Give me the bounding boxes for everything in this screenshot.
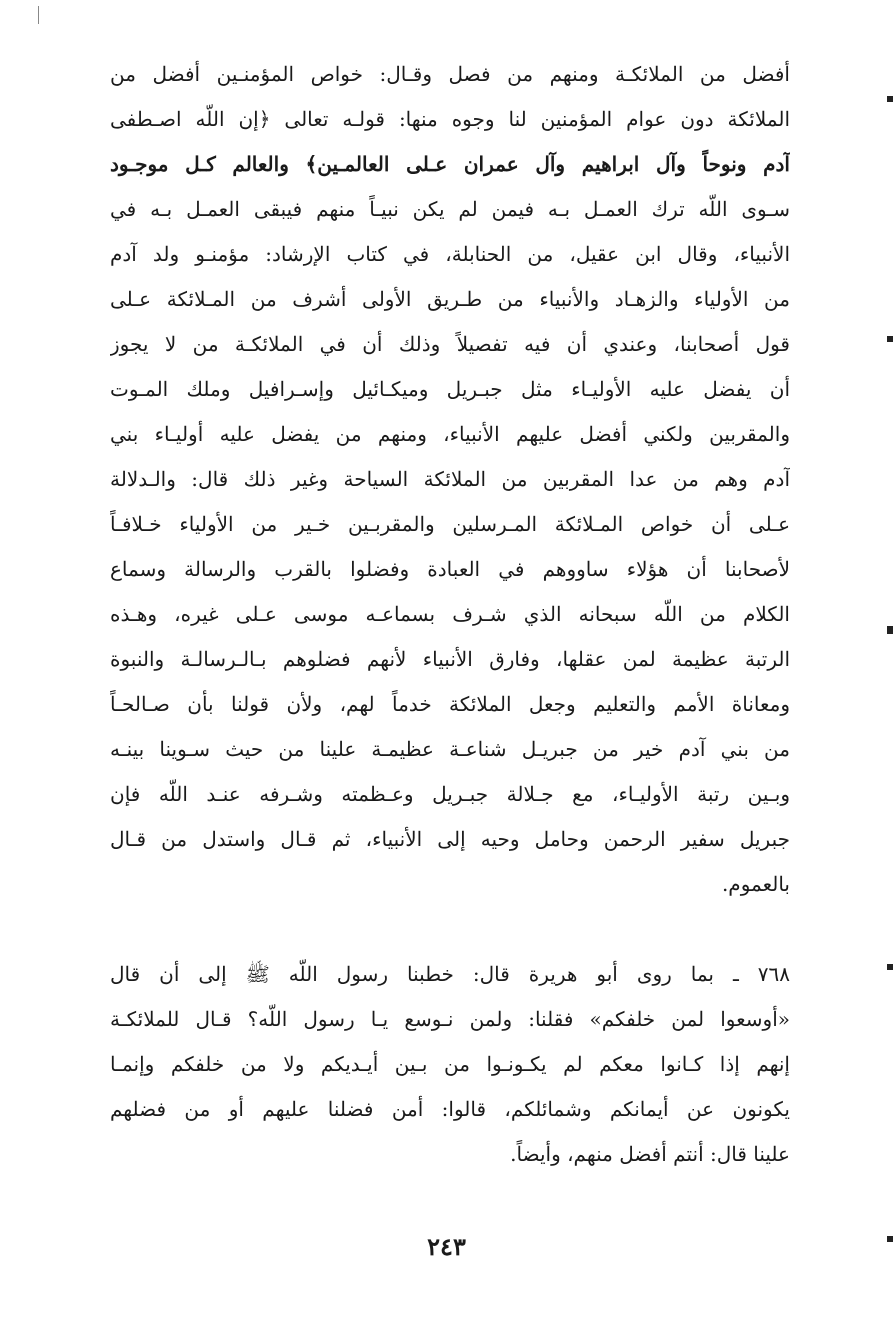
text-line: جبريل سفير الرحمن وحامل وحيه إلى الأنبياء، ثم قـال واستدل من قـال [110, 827, 790, 851]
text-line: والمقربين ولكني أفضل عليهم الأنبياء، ومنهم من يفضل عليه أوليـاء بني [110, 422, 790, 446]
text-line: آدم ونوحاً وآل ابراهيم وآل عمران عـلى العالمـين﴾ والعالم كـل موجـود [110, 152, 790, 176]
text-line: أن يفضل عليه الأوليـاء مثل جبـريل وميكـائيل وإسـرافيل وملك المـوت [110, 377, 790, 401]
text-line: ٧٦٨ ـ بما روى أبو هريرة قال: خطبنا رسول اللّه ﷺ إلى أن قال [110, 962, 790, 986]
text-line: الملائكة دون عوام المؤمنين لنا وجوه منها: قولـه تعالى ﴿إن اللّه اصـطفى [110, 107, 790, 131]
text-line: ومعاناة الأمم والتعليم وجعل الملائكة خدماً لهم، ولأن قولنا بأن صـالحـاً [110, 692, 790, 716]
text-line: وبـين رتبة الأوليـاء، مع جـلالة جبـريل وعـظمته وشـرفه عنـد اللّه فإن [110, 782, 790, 806]
text-line: الرتبة عظيمة لمن عقلها، وفارق الأنبياء لأنهم فضلوهم بـالـرسالـة والنبوة [110, 647, 790, 671]
text-line: علينا قال: أنتم أفضل منهم، وأيضاً. [510, 1142, 790, 1166]
page-number: ٢٤٣ [427, 1232, 466, 1261]
margin-mark [887, 626, 893, 634]
text-line: يكونون عن أيمانكم وشمائلكم، قالوا: أمن فضلنا عليهم أو من فضلهم [110, 1097, 790, 1121]
text-line: «أوسعوا لمن خلفكم» فقلنا: ولمن نـوسع يـا رسول اللّه؟ قـال للملائكـة [110, 1007, 790, 1031]
text-line: سـوى اللّه ترك العمـل بـه فيمن لم يكن نبيـاً منهم فيبقى العمـل بـه في [110, 197, 790, 221]
text-line: من الأولياء والزهـاد والأنبياء من طـريق الأولى أشرف من المـلائكة عـلى [110, 287, 790, 311]
scan-artifact [38, 6, 39, 24]
hadith-paragraph [110, 952, 790, 1177]
text-line: من بني آدم خير من جبريـل شناعـة عظيمـة علينا من حيث سـوينا بينـه [110, 737, 790, 761]
main-paragraph [110, 52, 790, 907]
margin-mark [887, 336, 893, 342]
margin-mark [887, 96, 893, 102]
text-line: آدم وهم من عدا المقربين من الملائكة السياحة وغير ذلك قال: والـدلالة [110, 467, 790, 491]
text-line: أفضل من الملائكـة ومنهم من فصل وقـال: خواص المؤمنـين أفضل من [110, 62, 790, 86]
text-line: إنهم إذا كـانوا معكم لم يكـونـوا من بـين أيـديكم ولا من خلفكم وإنمـا [110, 1052, 790, 1076]
margin-mark [887, 964, 893, 970]
text-line: قول أصحابنا، وعندي أن فيه تفصيلاً وذلك أن في الملائكـة من لا يجوز [110, 332, 790, 356]
text-line: الأنبياء، وقال ابن عقيل، من الحنابلة، في كتاب الإرشاد: مؤمنـو ولد آدم [110, 242, 790, 266]
text-line: عـلى أن خواص المـلائكة المـرسلين والمقربـين خـير من الأولياء خـلافـاً [110, 512, 790, 536]
margin-mark [887, 1236, 893, 1242]
text-line: بالعموم. [721, 872, 790, 896]
text-line: لأصحابنا أن هؤلاء ساووهم في العبادة وفضلوا بالقرب والرسالة وسماع [110, 557, 790, 581]
text-line: الكلام من اللّه سبحانه الذي شـرف بسماعـه موسى عـلى غيره، وهـذه [110, 602, 790, 626]
